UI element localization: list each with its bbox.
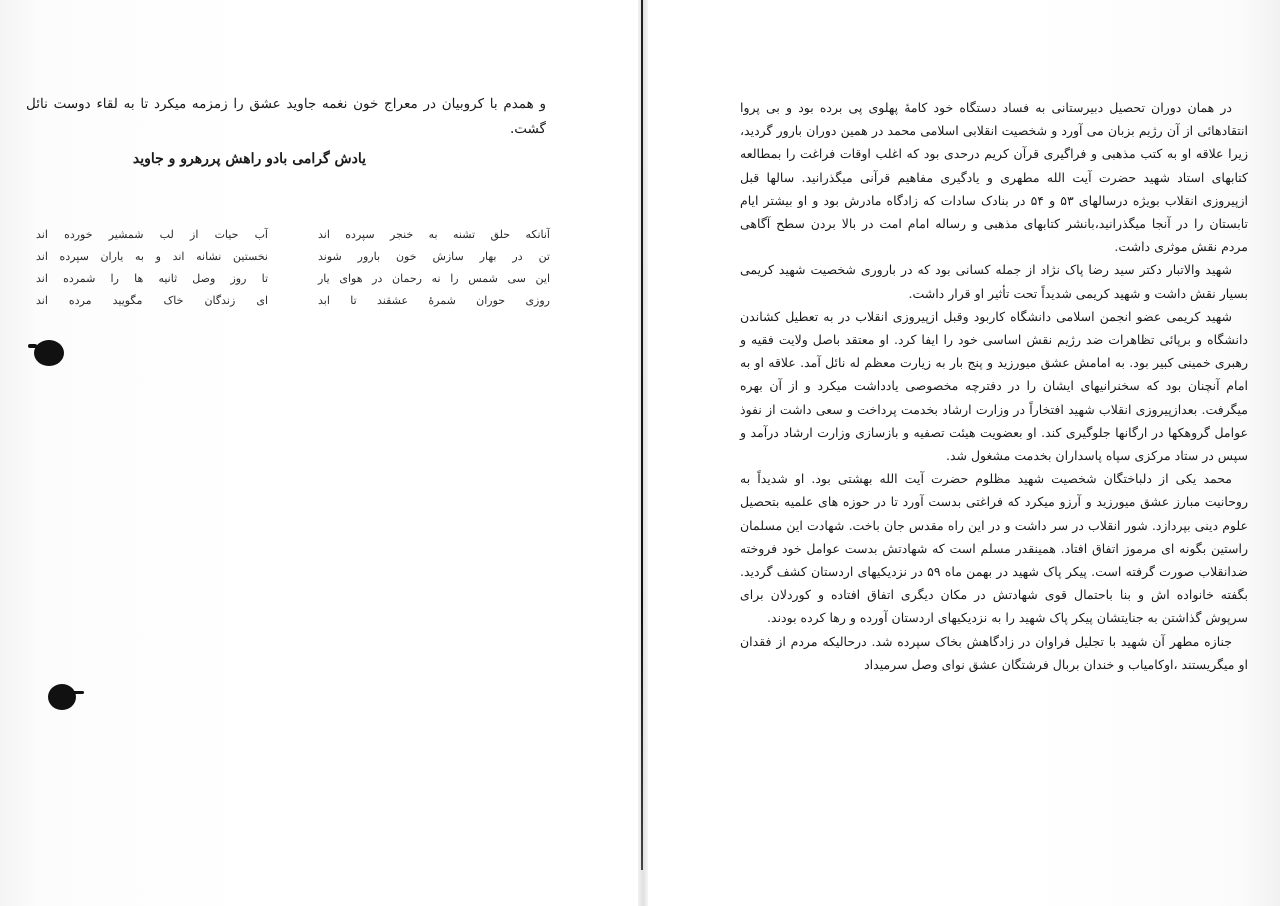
left-page (0, 0, 638, 906)
poem-line: تا روز وصل ثانیه ها را شمرده اند (36, 272, 268, 285)
memorial-line: یادش گرامی بادو راهش پررهرو و جاوید (132, 151, 366, 167)
poem (36, 224, 550, 312)
poem-line: ای زندگان خاک مگویید مرده اند (36, 294, 268, 307)
right-page-body (740, 96, 1248, 676)
paragraph: در همان دوران تحصیل دبیرستانی به فساد دستگاه خود کامۀ پهلوی پی برده بود و بی پروا انتقادهائی از آن رژیم بزبان می آورد و شخصیت انقلابی اسلامی محمد در همین دوران بارور گردید، زیرا علاقه او به کتب مذهبی و فراگیری قرآن کریم درحدی بود که اغلب اوقات فراغت را بمطالعه کتابهای استاد شهید حضرت آیت الله مطهری و یادگیری مفاهیم قرآنی میگذرانید. سالها قبل ازپیروزی انقلاب بویژه درسالهای ۵۳ و ۵۴ در بنادک سادات که زادگاه مادرش بود و او بیشتر ایام تابستان را در آنجا میگذرانید،بانشر کتابهای مذهبی و رساله امام امت در بالا بردن سطح آگاهی مردم نقش موثری داشت. (740, 100, 1248, 255)
poem-line: نخستین نشانه اند و به یاران سپرده اند (36, 250, 268, 263)
poem-left-column (36, 224, 268, 312)
left-page-intro-text: و همدم با کروبیان در معراج خون نغمه جاوید عشق را زمزمه میکرد تا به لقاء دوست نائل گشت. (26, 96, 546, 137)
ink-blot (48, 684, 76, 710)
poem-right-column (318, 224, 550, 312)
paragraph: محمد یکی از دلباختگان شخصیت شهید مظلوم حضرت آیت الله بهشتی بود. او شدیداً به روحانیت مبارز عشق میورزید و آرزو میکرد که فراغتی بدست آورد تا در حوزه های علمیه بتحصیل علوم دینی بپردازد. شور انقلاب در سر داشت و در این راه مقدس جان باخت. شهادت این مسلمان راستین بگونه ای مرموز اتفاق افتاد. همینقدر مسلم است که شهادتش بدست عوامل خود فروخته ضدانقلاب صورت گرفته است. پیکر پاک شهید در بهمن ماه ۵۹ در نزدیکیهای اردستان کشف گردید. بگفته خانواده اش و بنا باحتمال قوی شهادتش در مکان دیگری اتفاق افتاده و کوردلان برای سرپوش گذاشتن به جنایتشان پیکر پاک شهید را به نزدیکیهای اردستان آورده و رها کرده بودند. (740, 471, 1249, 626)
gutter-shadow (638, 0, 648, 906)
poem-line: آب حیات از لب شمشیر خورده اند (36, 228, 268, 241)
poem-line: تن در بهار سازش خون بارور شوند (318, 250, 550, 263)
paragraph: شهید کریمی عضو انجمن اسلامی دانشگاه کاربود وقبل ازپیروزی انقلاب در به تعطیل کشاندن دانشگاه و برپائی تظاهرات ضد رژیم نقش اساسی خود را ایفا کرد. او معتقد باصل ولایت فقیه و رهبری خمینی کبیر بود. به امامش عشق میورزید و پنج بار به زیارت معظم له نائل آمد. علاقه او به امام آنچنان بود که سخنرانیهای ایشان را در دفترچه مخصوصی یادداشت میکرد و از آن بهره میگرفت. بعدازپیروزی انقلاب شهید افتخاراً در وزارت ارشاد بخدمت پرداخت و سعی داشت از نفوذ عوامل گروهکها در ارگانها جلوگیری کند. او بعضویت هیئت تصفیه و بازسازی وزارت ارشاد درآمد و سپس در ستاد مرکزی سپاه پاسداران بخدمت مشغول شد. (740, 308, 1248, 464)
paragraph: جنازه مطهر آن شهید با تجلیل فراوان در زادگاهش بخاک سپرده شد. درحالیکه مردم از فقدان او میگریستند ،اوکامیاب و خندان بربال فرشتگان عشق نوای وصل سرمیداد (740, 633, 1248, 672)
poem-line: روزی حوران شمرۀ عشقند تا ابد (318, 294, 550, 307)
right-page (648, 0, 1280, 906)
ink-blot (34, 340, 64, 366)
gutter-fold-line (641, 0, 643, 870)
paragraph: شهید والاتبار دکتر سید رضا پاک نژاد از جمله کسانی بود که در باروری شخصیت شهید کریمی بسیار نقش داشت و شهید کریمی شدیداً تحت تأثیر او قرار داشت. (740, 262, 1248, 301)
poem-line: این سی شمس را نه رحمان در هوای یار (318, 272, 550, 285)
book-gutter (638, 0, 648, 906)
poem-line: آنانکه حلق تشنه به خنجر سپرده اند (318, 228, 550, 241)
